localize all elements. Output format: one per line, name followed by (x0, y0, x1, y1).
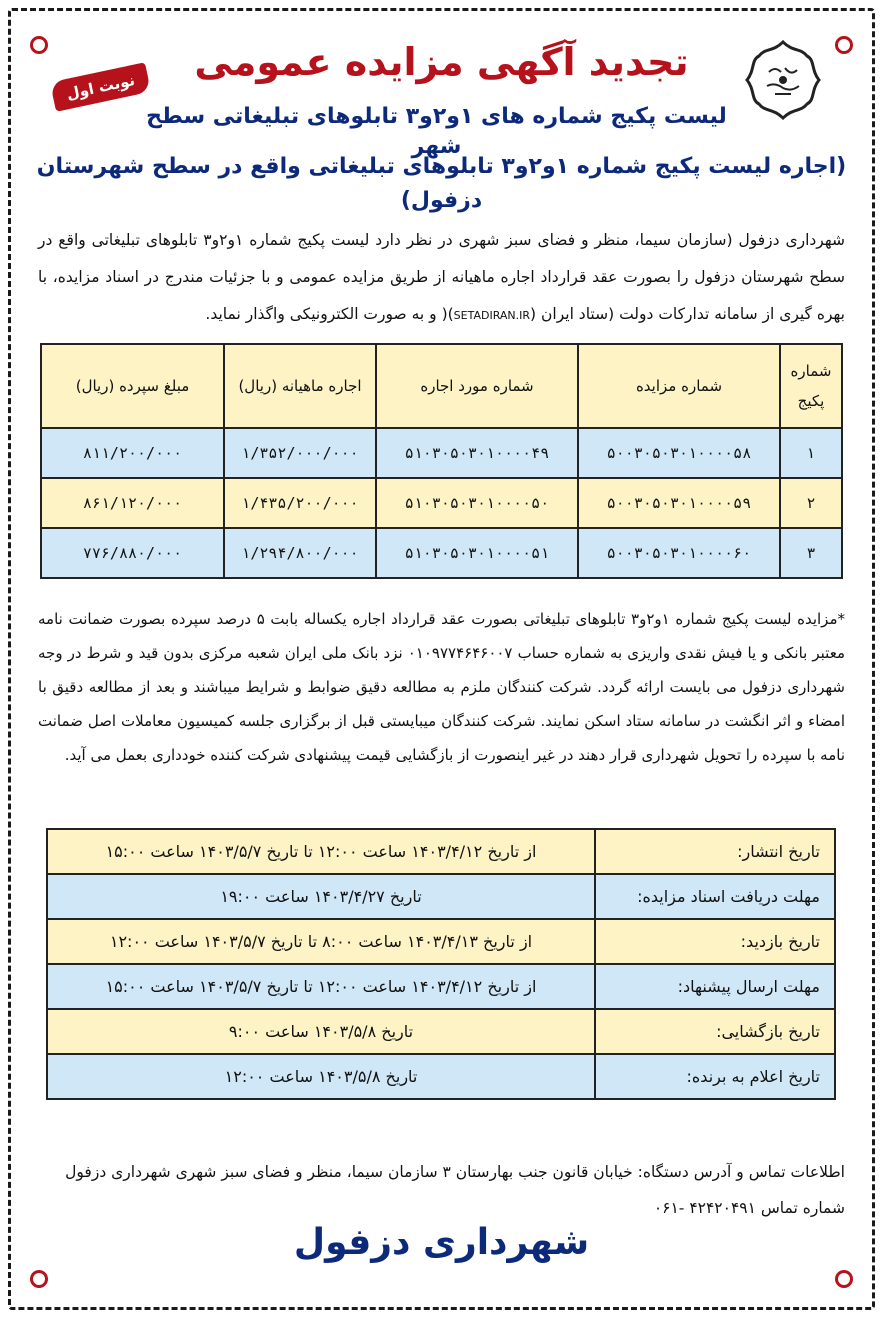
monthly-rent: ۱/۲۹۴/۸۰۰/۰۰۰ (224, 528, 376, 578)
schedule-label: مهلت ارسال پیشنهاد: (595, 964, 835, 1009)
table-row (41, 428, 842, 478)
column-header: شماره مزایده (578, 344, 780, 428)
intro-text-a: شهرداری دزفول (سازمان سیما، منظر و فضای سبز شهری در نظر دارد لیست پکیج شماره ۱و۲و۳ تابلوهای تبلیغاتی واقع در سطح شهرستان دزفول را بصورت عقد قرارداد اجاره ماهیانه از طریق مزایده عمومی و با جزئیات مندرج در اسناد مزایده، با بهره گیری از سامانه تدارکات دولت (ستاد ایران ( (38, 231, 845, 323)
column-header: شماره مورد اجاره (376, 344, 578, 428)
column-header: شماره پکیج (780, 344, 842, 428)
deposit-amount: ۸۶۱/۱۲۰/۰۰۰ (41, 478, 224, 528)
column-header: مبلغ سپرده (ریال) (41, 344, 224, 428)
schedule-value: تاریخ ۱۴۰۳/۵/۸ ساعت ۱۲:۰۰ (47, 1054, 595, 1099)
schedule-row (47, 1054, 835, 1099)
deposit-amount: ۸۱۱/۲۰۰/۰۰۰ (41, 428, 224, 478)
schedule-row (47, 829, 835, 874)
corner-ornament (30, 36, 48, 54)
corner-ornament (835, 36, 853, 54)
auction-number: ۵۰۰۳۰۵۰۳۰۱۰۰۰۰۶۰ (578, 528, 780, 578)
schedule-label: مهلت دریافت اسناد مزایده: (595, 874, 835, 919)
schedule-row (47, 964, 835, 1009)
schedule-value: تاریخ ۱۴۰۳/۵/۸ ساعت ۹:۰۰ (47, 1009, 595, 1054)
schedule-value: از تاریخ ۱۴۰۳/۴/۱۳ ساعت ۸:۰۰ تا تاریخ ۱۴۰۳/۵/۷ ساعت ۱۲:۰۰ (47, 919, 595, 964)
package-number: ۱ (780, 428, 842, 478)
table-row (41, 528, 842, 578)
deposit-amount: ۷۷۶/۸۸۰/۰۰۰ (41, 528, 224, 578)
package-number: ۲ (780, 478, 842, 528)
monthly-rent: ۱/۳۵۲/۰۰۰/۰۰۰ (224, 428, 376, 478)
table-row (41, 478, 842, 528)
schedule-label: تاریخ انتشار: (595, 829, 835, 874)
schedule-label: تاریخ اعلام به برنده: (595, 1054, 835, 1099)
lease-item-number: ۵۱۰۳۰۵۰۳۰۱۰۰۰۰۵۰ (376, 478, 578, 528)
schedule-row (47, 919, 835, 964)
footer-signature: شهرداری دزفول (293, 1222, 590, 1263)
schedule-row (47, 1009, 835, 1054)
schedule-table (46, 828, 836, 1100)
auction-number: ۵۰۰۳۰۵۰۳۰۱۰۰۰۰۵۸ (578, 428, 780, 478)
schedule-value: از تاریخ ۱۴۰۳/۴/۱۲ ساعت ۱۲:۰۰ تا تاریخ ۱۴۰۳/۵/۷ ساعت ۱۵:۰۰ (47, 829, 595, 874)
package-number: ۳ (780, 528, 842, 578)
schedule-value: از تاریخ ۱۴۰۳/۴/۱۲ ساعت ۱۲:۰۰ تا تاریخ ۱۴۰۳/۵/۷ ساعت ۱۵:۰۰ (47, 964, 595, 1009)
page-subtitle-parenthetical: (اجاره لیست پکیج شماره ۱و۲و۳ تابلوهای تبلیغاتی واقع در سطح شهرستان دزفول) (36, 154, 847, 213)
schedule-row (47, 874, 835, 919)
first-publication-badge: نوبت اول (50, 62, 151, 112)
auction-number: ۵۰۰۳۰۵۰۳۰۱۰۰۰۰۵۹ (578, 478, 780, 528)
terms-paragraph: *مزایده لیست پکیج شماره ۱و۲و۳ تابلوهای تبلیغاتی بصورت عقد قرارداد اجاره یکساله بابت ۵ درصد سپرده بصورت ضمانت نامه معتبر بانکی و یا فیش نقدی واریزی به شماره حساب ۰۱۰۹۷۷۴۶۴۶۰۰۷ نزد بانک ملی ایران شعبه مرکزی بدون قید و شرط در وجه شهرداری دزفول می بایست ارائه گردد. شرکت کنندگان ملزم به مطالعه دقیق ضوابط و شرایط میباشند و بعد از مطالعه دقیق با امضاء و اثر انگشت در سامانه ستاد اسکن نمایند. شرکت کنندگان میبایستی قبل از برگزاری جلسه کمیسیون معاملات اصل ضمانت نامه با سپرده را تحویل شهرداری قرار دهند در غیر اینصورت از بازگشایی قیمت پیشنهادی شرکت کننده خودداری بعمل می آید. (38, 610, 845, 764)
setad-site: SETADIRAN.IR (453, 309, 531, 322)
intro-paragraph (38, 222, 845, 334)
package-table (40, 343, 843, 579)
corner-ornament (835, 1270, 853, 1288)
contact-info: اطلاعات تماس و آدرس دستگاه: خیابان قانون جنب بهارستان ۳ سازمان سیما، منظر و فضای سبز شهری شهرداری دزفول شماره تماس ۴۲۴۲۰۴۹۱ -۰۶۱ (65, 1163, 845, 1217)
column-header: اجاره ماهیانه (ریال) (224, 344, 376, 428)
monthly-rent: ۱/۴۳۵/۲۰۰/۰۰۰ (224, 478, 376, 528)
municipality-logo (741, 38, 825, 122)
schedule-label: تاریخ بازگشایی: (595, 1009, 835, 1054)
schedule-value: تاریخ ۱۴۰۳/۴/۲۷ ساعت ۱۹:۰۰ (47, 874, 595, 919)
lease-item-number: ۵۱۰۳۰۵۰۳۰۱۰۰۰۰۴۹ (376, 428, 578, 478)
lease-item-number: ۵۱۰۳۰۵۰۳۰۱۰۰۰۰۵۱ (376, 528, 578, 578)
schedule-label: تاریخ بازدید: (595, 919, 835, 964)
table-header-row (41, 344, 842, 428)
page-subtitle: لیست پکیج شماره های ۱و۲و۳ تابلوهای تبلیغاتی سطح شهر (146, 104, 727, 159)
intro-text-b: )( و به صورت الکترونیکی واگذار نماید. (205, 305, 454, 323)
corner-ornament (30, 1270, 48, 1288)
page-title: تجدید آگهی مزایده عمومی (194, 40, 689, 84)
